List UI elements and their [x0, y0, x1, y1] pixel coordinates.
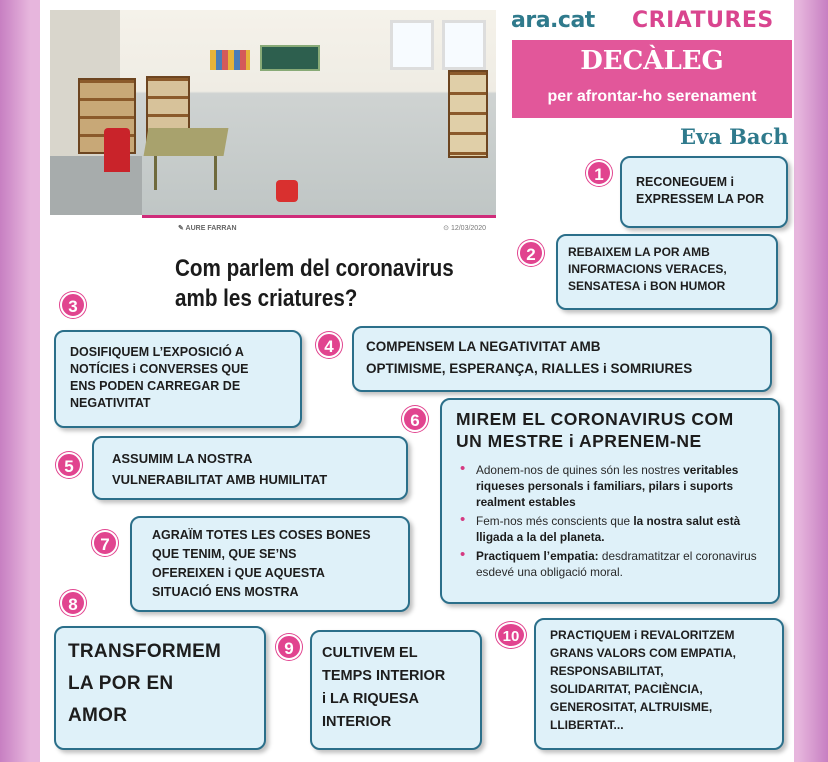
photo-red-chair	[104, 128, 130, 172]
item-line: NEGATIVITAT	[70, 396, 151, 410]
item-line: RECONEGUEM i	[636, 175, 734, 189]
item-line: ASSUMIM LA NOSTRA	[112, 451, 253, 466]
item-number-badge: 4	[316, 332, 342, 358]
item-text	[322, 642, 445, 734]
item-number-badge: 2	[518, 240, 544, 266]
item-box-5	[92, 436, 408, 500]
bullet-item: • Practiquem l’empatia: desdramatitzar el coronavirus esdevé una obligació moral.	[458, 548, 770, 580]
banner-title: DECÀLEG	[580, 46, 724, 76]
photo-accent-strip	[142, 215, 496, 218]
item-box-2	[556, 234, 778, 310]
headline	[175, 254, 467, 314]
photo-red-chair	[276, 180, 298, 202]
item-box-3	[54, 330, 302, 428]
photo-credit-author: ✎ AURE FARRAN	[178, 225, 237, 232]
classroom-photo	[50, 10, 496, 242]
item-line: AGRAÏM TOTES LES COSES BONES	[152, 528, 371, 542]
photo-shelf	[448, 70, 488, 158]
item-box-10	[534, 618, 784, 750]
item-line: ENS PODEN CARREGAR DE	[70, 379, 241, 393]
item-line: CULTIVEM EL	[322, 645, 418, 661]
item-line: REBAIXEM LA POR AMB	[568, 245, 710, 259]
item-number-badge: 6	[402, 406, 428, 432]
item-line: SOLIDARITAT, PACIÈNCIA,	[550, 682, 703, 696]
item-number-badge: 1	[586, 160, 612, 186]
item-box-4	[352, 326, 772, 392]
photo-posters	[210, 50, 250, 70]
item-line: QUE TENIM, QUE SE’NS	[152, 547, 297, 561]
photo-blackboard	[260, 45, 320, 71]
banner-subtitle: per afrontar-ho serenament	[547, 88, 757, 105]
bullet-item: • Fem-nos més conscients que la nostra salut està lligada a la del planeta.	[458, 513, 770, 545]
item-line: DOSIFIQUEM L’EXPOSICIÓ A	[70, 345, 244, 359]
item-box-7	[130, 516, 410, 612]
item-text	[550, 626, 736, 734]
photo-table-leg	[214, 156, 217, 190]
item-number-badge: 10	[496, 622, 526, 648]
headline-line: amb les criatures?	[175, 285, 358, 312]
item-line: SENSATESA i BON HUMOR	[568, 279, 726, 293]
item-box-9	[310, 630, 482, 750]
item-number-badge: 3	[60, 292, 86, 318]
item-text	[112, 448, 327, 490]
item-line: TRANSFORMEM	[68, 641, 222, 662]
photo-window	[442, 20, 486, 70]
item-line: GRANS VALORS COM EMPATIA,	[550, 646, 736, 660]
headline-line: Com parlem del coronavirus	[175, 255, 454, 282]
item-line: AMOR	[68, 705, 128, 726]
bullet-item: • Adonem-nos de quines són les nostres veritables riqueses personals i familiars, pilars i suports realment estables	[458, 462, 770, 510]
item-number-badge: 8	[60, 590, 86, 616]
item-box-1	[620, 156, 788, 228]
item-box-8	[54, 626, 266, 750]
item-text	[366, 336, 692, 380]
item-line: LLIBERTAT...	[550, 718, 624, 732]
item-box-6	[440, 398, 780, 604]
item-line: EXPRESSEM LA POR	[636, 192, 765, 206]
item-number-badge: 7	[92, 530, 118, 556]
item-text	[636, 174, 764, 208]
item-text	[68, 636, 221, 732]
item-line: LA POR EN	[68, 673, 174, 694]
item-line: OFEREIXEN i QUE AQUESTA	[152, 566, 325, 580]
photo-table	[144, 128, 229, 156]
item-6-bullets	[458, 462, 770, 583]
item-text	[568, 244, 727, 295]
item-number-badge: 9	[276, 634, 302, 660]
item-line: RESPONSABILITAT,	[550, 664, 664, 678]
item-line: OPTIMISME, ESPERANÇA, RIALLES i SOMRIURES	[366, 361, 693, 376]
author-name: Eva Bach	[680, 124, 789, 149]
item-line: UN MESTRE i APRENEM-NE	[456, 431, 702, 451]
item-line: PRACTIQUEM i REVALORITZEM	[550, 628, 735, 642]
item-line: MIREM EL CORONAVIRUS COM	[456, 409, 734, 429]
series-name: CRIATURES	[632, 8, 774, 33]
item-text	[70, 344, 249, 412]
photo-credit-bar	[50, 215, 496, 242]
item-line: INTERIOR	[322, 714, 392, 730]
photo-table-leg	[154, 156, 157, 190]
photo-credit-date: ⊙ 12/03/2020	[443, 225, 486, 232]
item-text	[152, 526, 371, 602]
item-line: NOTÍCIES i CONVERSES QUE	[70, 362, 249, 376]
brand-logo: ara.cat	[511, 8, 595, 33]
item-number-badge: 5	[56, 452, 82, 478]
item-line: VULNERABILITAT AMB HUMILITAT	[112, 472, 328, 487]
item-line: TEMPS INTERIOR	[322, 668, 446, 684]
item-line: i LA RIQUESA	[322, 691, 419, 707]
photo-window	[390, 20, 434, 70]
item-line: SITUACIÓ ENS MOSTRA	[152, 585, 299, 599]
item-line: INFORMACIONS VERACES,	[568, 262, 727, 276]
item-line: COMPENSEM LA NEGATIVITAT AMB	[366, 339, 601, 354]
item-line: GENEROSITAT, ALTRUISME,	[550, 700, 713, 714]
item-text	[456, 408, 734, 452]
